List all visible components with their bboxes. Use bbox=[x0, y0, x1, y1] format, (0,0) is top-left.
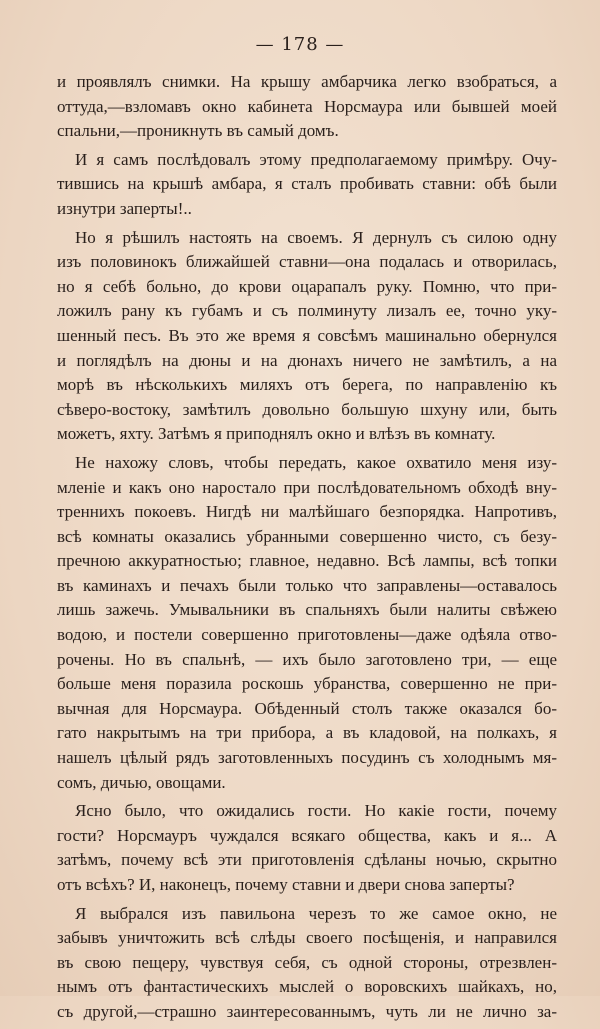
text-line: ложилъ рану къ губамъ и съ полминуту лизалъ ее, точно уку- bbox=[57, 301, 557, 321]
text-line: шенный песъ. Въ это же время я совсѣмъ машинально обернулся bbox=[57, 325, 557, 345]
text-line: забывъ уничтожить всѣ слѣды своего посѣщенія, и направился bbox=[57, 928, 557, 948]
text-line: тившись на крышѣ амбара, я сталъ пробивать ставни: обѣ были bbox=[57, 174, 557, 194]
text-line: рочены. Но въ спальнѣ, — ихъ было заготовлено три, — еще bbox=[57, 649, 557, 669]
text-line: и поглядѣлъ на дюны и на дюнахъ ничего не замѣтилъ, а на bbox=[57, 350, 557, 370]
text-line: водою, и постели совершенно приготовлены—даже одѣяла отво- bbox=[57, 625, 557, 645]
text-line: мленіе и какъ оно наростало при послѣдовательномъ обходѣ вну- bbox=[57, 477, 557, 497]
text-line: отъ всѣхъ? И, наконецъ, почему ставни и двери снова заперты? bbox=[57, 875, 515, 894]
text-line: изъ половинокъ ближайшей ставни—она подалась и отворилась, bbox=[57, 252, 557, 272]
text-line: Ясно было, что ожидались гости. Но какіе гости, почему bbox=[75, 801, 557, 821]
text-line: нашелъ цѣлый рядъ заготовленныхъ посудинъ съ холоднымъ мя- bbox=[57, 748, 557, 768]
text-line: лишь зажечь. Умывальники въ спальняхъ были налиты свѣжею bbox=[57, 600, 557, 620]
text-line: спальни,—проникнуть въ самый домъ. bbox=[57, 121, 339, 141]
text-line: пречною аккуратностью; главное, недавно. Всѣ лампы, всѣ топки bbox=[57, 551, 557, 571]
text-line: оттуда,—взломавъ окно кабинета Норсмаура или бывшей моей bbox=[57, 96, 557, 116]
paragraph bbox=[57, 226, 557, 447]
text-line: Но я рѣшилъ настоять на своемъ. Я дернулъ съ силою одну bbox=[75, 227, 557, 247]
text-line: больше меня поразила роскошь убранства, совершенно не при- bbox=[57, 674, 557, 694]
text-line: сомъ, дичью, овощами. bbox=[57, 772, 226, 792]
text-line: въ каминахъ и печахъ были только что заправлены—оставалось bbox=[57, 575, 557, 595]
paragraph bbox=[57, 70, 557, 144]
text-line: Не нахожу словъ, чтобы передать, какое охватило меня изу- bbox=[75, 452, 557, 472]
text-line: гости? Норсмауръ чуждался всякаго общества, какъ и я... А bbox=[57, 825, 557, 845]
text-line: но я себѣ больно, до крови оцарапалъ руку. Помню, что при- bbox=[57, 276, 557, 296]
text-line: и проявлялъ снимки. На крышу амбарчика легко взобраться, а bbox=[57, 72, 557, 91]
text-line: гато накрытымъ на три прибора, а въ кладовой, на полкахъ, я bbox=[57, 723, 557, 743]
text-line: сѣверо-востоку, замѣтилъ довольно большую шхуну или, быть bbox=[57, 399, 557, 419]
text-line: изнутри заперты!.. bbox=[57, 198, 192, 218]
text-line: треннихъ покоевъ. Нигдѣ ни малѣйшаго безпорядка. Напротивъ, bbox=[57, 502, 557, 522]
paragraph bbox=[57, 148, 557, 222]
text-line: въ свою пещеру, чувствуя себя, съ одной стороны, отрезвлен- bbox=[57, 952, 557, 972]
text-line: нымъ отъ фантастическихъ мыслей о воровскихъ шайкахъ, но, bbox=[57, 977, 557, 997]
paragraph bbox=[57, 799, 557, 897]
paragraph bbox=[57, 902, 557, 1025]
text-line: вычная для Норсмаура. Обѣденный столъ также оказался бо- bbox=[57, 698, 557, 718]
text-line: съ другой,—страшно заинтересованнымъ, чуть ли не лично за- bbox=[57, 1001, 557, 1021]
text-line: Я выбрался изъ павильона черезъ то же самое окно, не bbox=[75, 903, 557, 923]
text-line: всѣ комнаты оказались убранными совершенно чисто, съ безу- bbox=[57, 526, 557, 546]
text-line: можетъ, яхту. Затѣмъ я приподнялъ окно и влѣзъ въ комнату. bbox=[57, 424, 496, 444]
text-line: морѣ въ нѣсколькихъ миляхъ отъ берега, по направленію къ bbox=[57, 375, 557, 395]
page-number: — 178 — bbox=[255, 34, 345, 55]
paragraph bbox=[57, 451, 557, 795]
body-text bbox=[57, 70, 557, 1029]
text-line: затѣмъ, почему всѣ эти приготовленія сдѣланы ночью, скрытно bbox=[57, 850, 557, 870]
text-line: И я самъ послѣдовалъ этому предполагаемому примѣру. Очу- bbox=[75, 149, 557, 169]
